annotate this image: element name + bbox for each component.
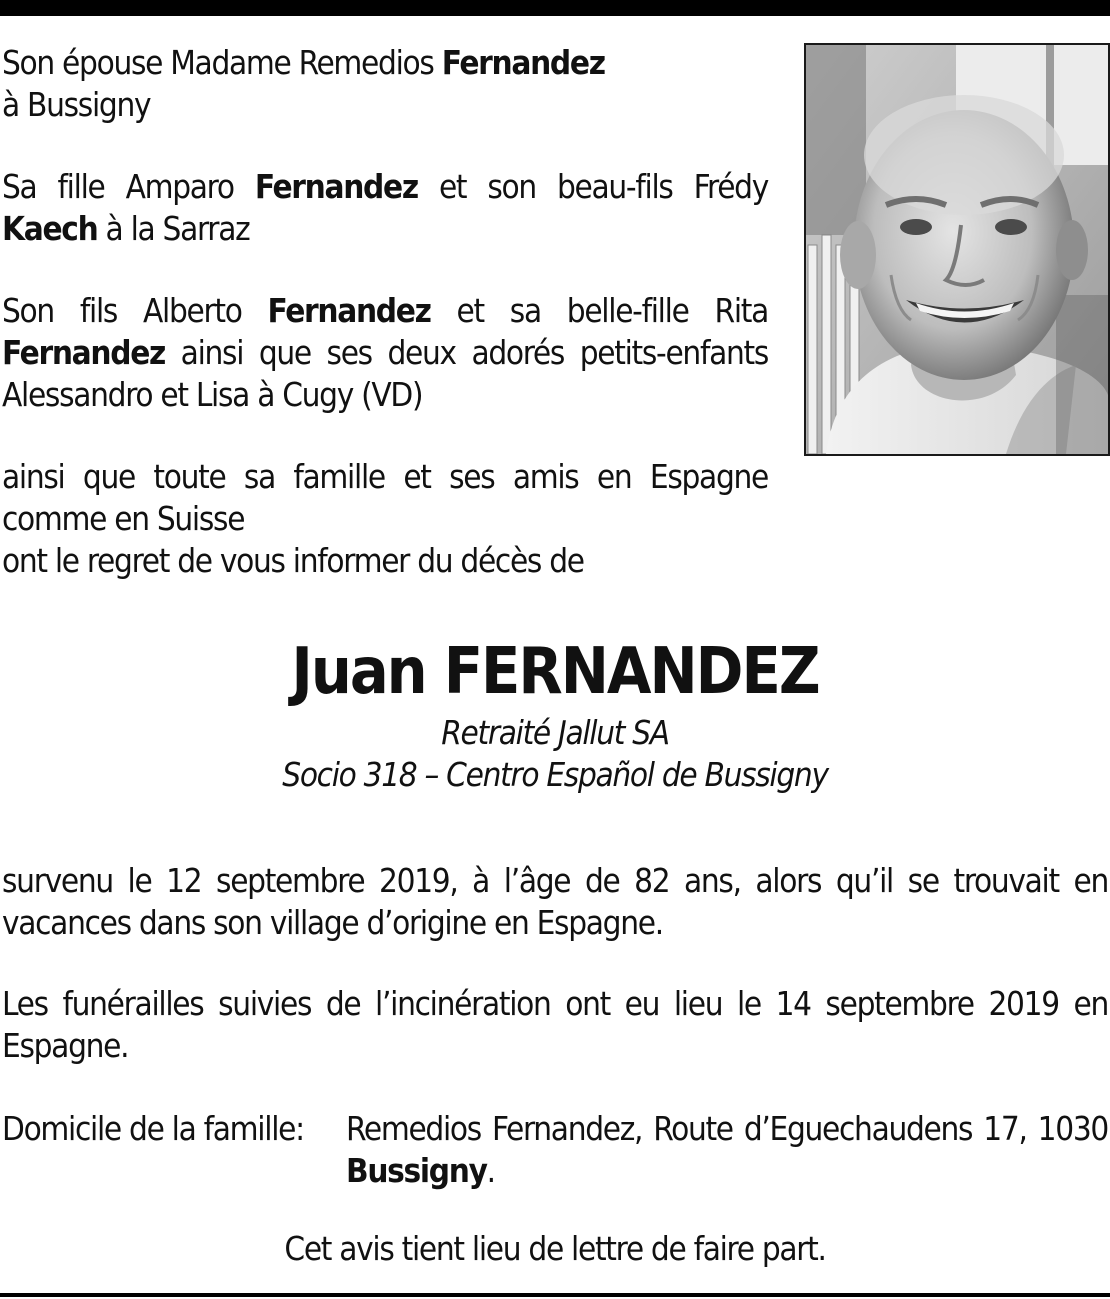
funeral-notice: [2, 983, 1108, 1067]
closing-statement: Cet avis tient lieu de lettre de faire part.: [284, 1229, 826, 1268]
son-paragraph: Son fils Alberto Fernandez et sa belle-fille Rita Fernandez ainsi que ses deux adorés petits-enfants Alessandro et Lisa à Cugy (VD): [2, 291, 768, 414]
domicile-town: Bussigny: [346, 1151, 487, 1190]
deceased-name: Juan FERNANDEZ: [291, 635, 819, 709]
spouse-surname: Fernandez: [441, 43, 605, 82]
bottom-rule: [0, 1293, 1110, 1297]
death-notice-text: survenu le 12 septembre 2019, à l’âge de 82 ans, alors qu’il se trouvait en vacances dans son village d’origine en Espagne.: [2, 861, 1108, 942]
portrait-photo-image: [806, 45, 1108, 454]
deceased-occupation: Retraité Jallut SA: [441, 713, 669, 752]
portrait-photo: [804, 43, 1110, 456]
others-paragraph: ainsi que toute sa famille et ses amis en Espagne comme en Suisse ont le regret de vous informer du décès de: [2, 457, 768, 580]
spouse-paragraph: Son épouse Madame Remedios Fernandez à Bussigny: [2, 43, 605, 124]
domicile-label: Domicile de la famille:: [2, 1109, 304, 1148]
son-in-law-surname: Kaech: [2, 209, 98, 248]
deceased-membership: Socio 318 – Centro Español de Bussigny: [282, 755, 828, 794]
daughter-paragraph: Sa fille Amparo Fernandez et son beau-fils Frédy Kaech à la Sarraz: [2, 167, 768, 248]
daughter-in-law-surname: Fernandez: [2, 333, 166, 372]
top-rule: [0, 0, 1110, 16]
death-notice: [2, 860, 1108, 944]
funeral-notice-text: Les funérailles suivies de l’incinération ont eu lieu le 14 septembre 2019 en Espagne.: [2, 984, 1108, 1065]
daughter-surname: Fernandez: [254, 167, 418, 206]
son-surname: Fernandez: [267, 291, 431, 330]
domicile-address: Remedios Fernandez, Route d’Eguechaudens 17, 1030 Bussigny.: [346, 1109, 1108, 1190]
family-announcement: [2, 42, 768, 582]
